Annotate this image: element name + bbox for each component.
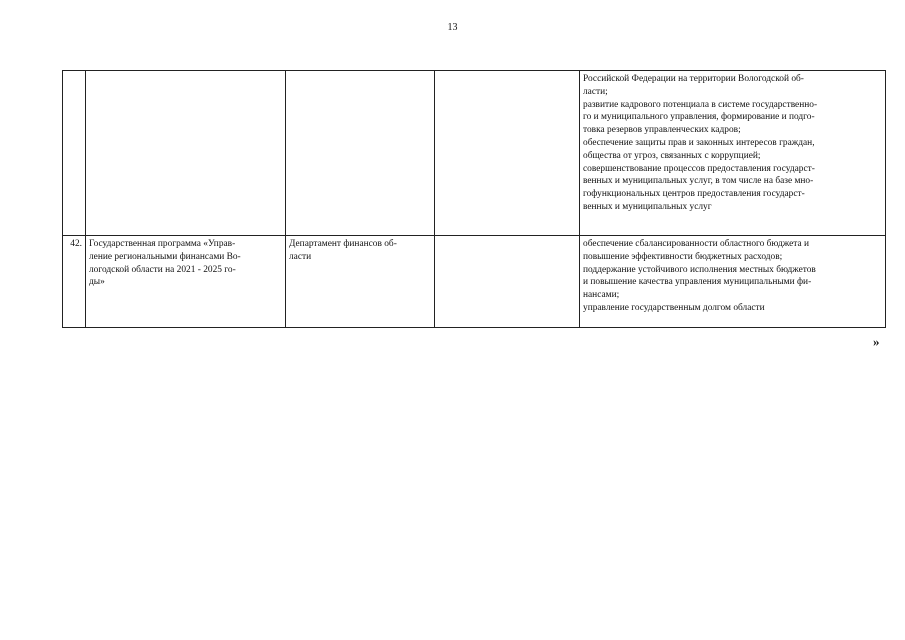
goals-line: Российской Федерации на территории Вологодской об- <box>583 74 804 84</box>
goals-line: товка резервов управленческих кадров; <box>583 125 741 136</box>
goals-cell <box>580 71 886 236</box>
goals-cell <box>580 236 886 328</box>
goals-line: совершенствование процессов предоставления государст- <box>583 163 815 174</box>
goals-line: гофункциональных центров предоставления государст- <box>583 189 805 200</box>
executor-line: Департамент финансов об- <box>289 239 397 249</box>
programs-table <box>62 70 886 328</box>
goals-line: поддержание устойчивого исполнения местных бюджетов <box>583 264 816 275</box>
goals-line: го и муниципального управления, формирование и подго- <box>583 112 815 123</box>
page-number: 13 <box>447 22 458 33</box>
closing-quote: » <box>873 334 880 349</box>
program-name-cell <box>86 71 286 236</box>
empty-cell <box>435 71 580 236</box>
goals-line: венных и муниципальных услуг <box>583 201 712 212</box>
executor-cell <box>286 71 435 236</box>
goals-line: общества от угроз, связанных с коррупцией; <box>583 150 761 161</box>
program-line: ление региональными финансами Во- <box>89 251 241 262</box>
goals-line: развитие кадрового потенциала в системе государственно- <box>583 99 818 110</box>
empty-cell <box>435 236 580 328</box>
goals-line: обеспечение сбалансированности областного бюджета и <box>583 239 809 249</box>
goals-line: и повышение качества управления муниципальными фи- <box>583 277 812 288</box>
goals-line: повышение эффективности бюджетных расходов; <box>583 251 783 262</box>
program-line: ды» <box>89 277 105 288</box>
goals-line: венных и муниципальных услуг, в том числе на базе мно- <box>583 176 814 187</box>
goals-line: нансами; <box>583 290 620 301</box>
table-row <box>63 236 886 328</box>
goals-line: управление государственным долгом области <box>583 302 765 313</box>
table-row <box>63 71 886 236</box>
row-number-cell: 42. <box>63 236 86 328</box>
goals-line: ласти; <box>583 86 608 97</box>
executor-line: ласти <box>289 251 312 262</box>
executor-cell <box>286 236 435 328</box>
program-name-cell <box>86 236 286 328</box>
program-line: Государственная программа «Управ- <box>89 239 236 249</box>
goals-line: обеспечение защиты прав и законных интересов граждан, <box>583 137 815 148</box>
program-line: логодской области на 2021 - 2025 го- <box>89 264 236 275</box>
row-number-cell <box>63 71 86 236</box>
